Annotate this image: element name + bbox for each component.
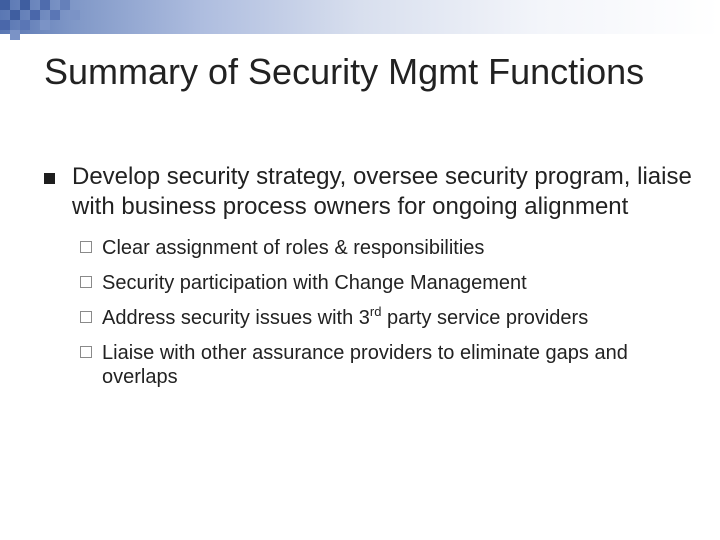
slide-title: Summary of Security Mgmt Functions (44, 51, 645, 92)
sub-bullet-list (44, 236, 694, 389)
sub-bullet-text: Security participation with Change Management (102, 272, 527, 294)
slide-content (44, 162, 694, 400)
sub-bullet-item (80, 341, 694, 389)
main-bullet-text: Develop security strategy, oversee security program, liaise with business process owners for ongoing alignment (72, 163, 692, 220)
square-bullet-icon (44, 173, 55, 184)
sub-bullet-text: Liaise with other assurance providers to eliminate gaps and overlaps (102, 342, 628, 388)
main-bullet-item (44, 162, 694, 222)
sub-bullet-text-suffix: party service providers (381, 307, 589, 329)
sub-bullet-item (80, 271, 694, 295)
sub-bullet-text-prefix: Address security issues with 3 (102, 307, 370, 329)
hollow-square-bullet-icon (80, 346, 92, 358)
checker-pattern-icon (0, 0, 90, 40)
hollow-square-bullet-icon (80, 276, 92, 288)
sub-bullet-item (80, 306, 694, 330)
hollow-square-bullet-icon (80, 311, 92, 323)
sub-bullet-item (80, 236, 694, 260)
hollow-square-bullet-icon (80, 241, 92, 253)
ordinal-suffix: rd (369, 304, 382, 319)
band-gradient (0, 0, 720, 34)
sub-bullet-text: Clear assignment of roles & responsibilities (102, 237, 485, 259)
top-decorative-band (0, 0, 720, 40)
